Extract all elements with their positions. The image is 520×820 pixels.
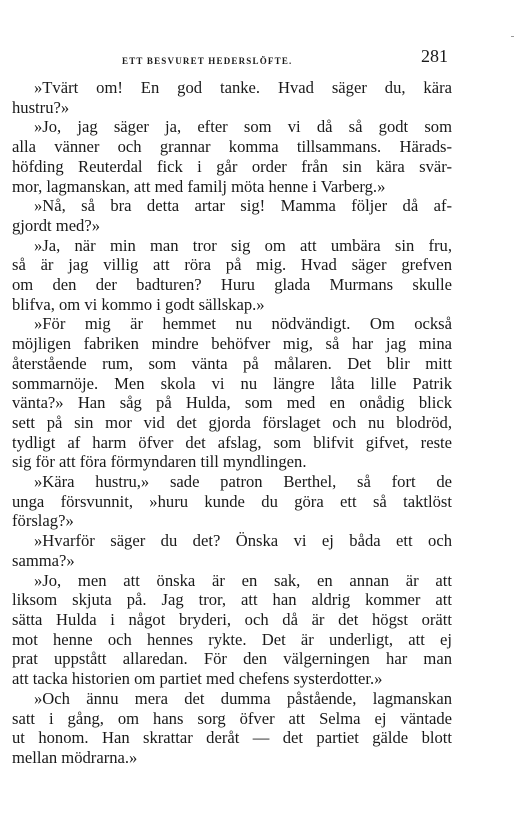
text-line: om den der badturen? Huru glada Murmans skulle — [12, 275, 452, 295]
paragraph — [12, 78, 452, 117]
scan-mark — [511, 36, 514, 37]
text-line: mellan mödrarna.» — [12, 747, 138, 767]
text-line: sätta Hulda i något bryderi, och då är det högst orätt — [12, 609, 452, 629]
paragraph — [12, 236, 452, 315]
text-line: så är jag villig att röra på mig. Hvad säger grefven — [12, 255, 452, 275]
text-line: liksom skjuta på. Jag tror, att han aldrig kommer att — [12, 590, 452, 610]
text-line: »Och ännu mera det dumma påstående, lagmanskan — [34, 688, 452, 708]
text-line: alla vänner och grannar komma tillsammans. Härads- — [12, 137, 452, 157]
text-line: sig för att föra förmyndaren till myndlingen. — [12, 452, 307, 472]
text-line: förslag?» — [12, 511, 74, 531]
page-number: 281 — [421, 46, 448, 66]
text-line: »Hvarför säger du det? Önska vi ej båda ett och — [34, 531, 452, 551]
text-line: unga försvunnit, »huru kunde du göra ett så taktlöst — [12, 491, 452, 511]
paragraph — [12, 117, 452, 196]
text-line: »Nå, så bra detta artar sig! Mamma följer då af- — [34, 196, 452, 216]
text-line: »Ja, när min man tror sig om att umbära sin fru, — [34, 235, 452, 255]
paragraph — [12, 314, 452, 472]
paragraph — [12, 689, 452, 768]
text-line: »Kära hustru,» sade patron Berthel, så fort de — [34, 472, 452, 492]
text-line: mor, lagmanskan, att med familj möta henne i Varberg.» — [12, 176, 386, 196]
text-line: »Tvärt om! En god tanke. Hvad säger du, kära — [34, 78, 452, 97]
text-line: »Jo, jag säger ja, efter som vi då så godt som — [34, 117, 452, 137]
paragraph — [12, 531, 452, 570]
page-header — [12, 46, 452, 72]
text-line: återstående rum, som vänta på målaren. Det blir mitt — [12, 353, 452, 373]
text-line: tydligt af harm öfver det afslag, som blifvit gifvet, reste — [12, 432, 452, 452]
text-line: blifva, om vi kommo i godt sällskap.» — [12, 294, 265, 314]
text-line: sommarnöje. Men skola vi nu längre låta lille Patrik — [12, 373, 452, 393]
text-line: hustru?» — [12, 97, 70, 117]
paragraph — [12, 472, 452, 531]
text-line: ut honom. Han skrattar deråt — det partiet gälde blott — [12, 728, 452, 748]
text-line: »För mig är hemmet nu nödvändigt. Om också — [34, 314, 452, 334]
text-line: »Jo, men att önska är en sak, en annan är att — [34, 570, 452, 590]
running-title: ETT BESVURET HEDERSLÖFTE. — [122, 56, 293, 66]
body-text — [12, 78, 452, 768]
text-line: gjordt med?» — [12, 215, 101, 235]
text-line: möjligen fabriken mindre behöfver mig, så har jag mina — [12, 334, 452, 354]
paragraph — [12, 571, 452, 689]
text-line: vänta?» Han såg på Hulda, som med en onådig blick — [12, 393, 452, 413]
text-line: satt i gång, om hans sorg öfver att Selma ej väntade — [12, 708, 452, 728]
text-line: att tacka historien om partiet med chefens systerdotter.» — [12, 669, 383, 689]
text-line: samma?» — [12, 550, 75, 570]
text-line: sett på sin mor vid det gjorda förslaget och nu blodröd, — [12, 412, 452, 432]
text-line: mot henne och hennes rykte. Det är underligt, att ej — [12, 629, 452, 649]
text-line: höfding Reuterdal fick i går order från sin kära svär- — [12, 156, 452, 176]
text-line: prat uppstått allaredan. För den välgerningen har man — [12, 649, 452, 669]
paragraph — [12, 196, 452, 235]
